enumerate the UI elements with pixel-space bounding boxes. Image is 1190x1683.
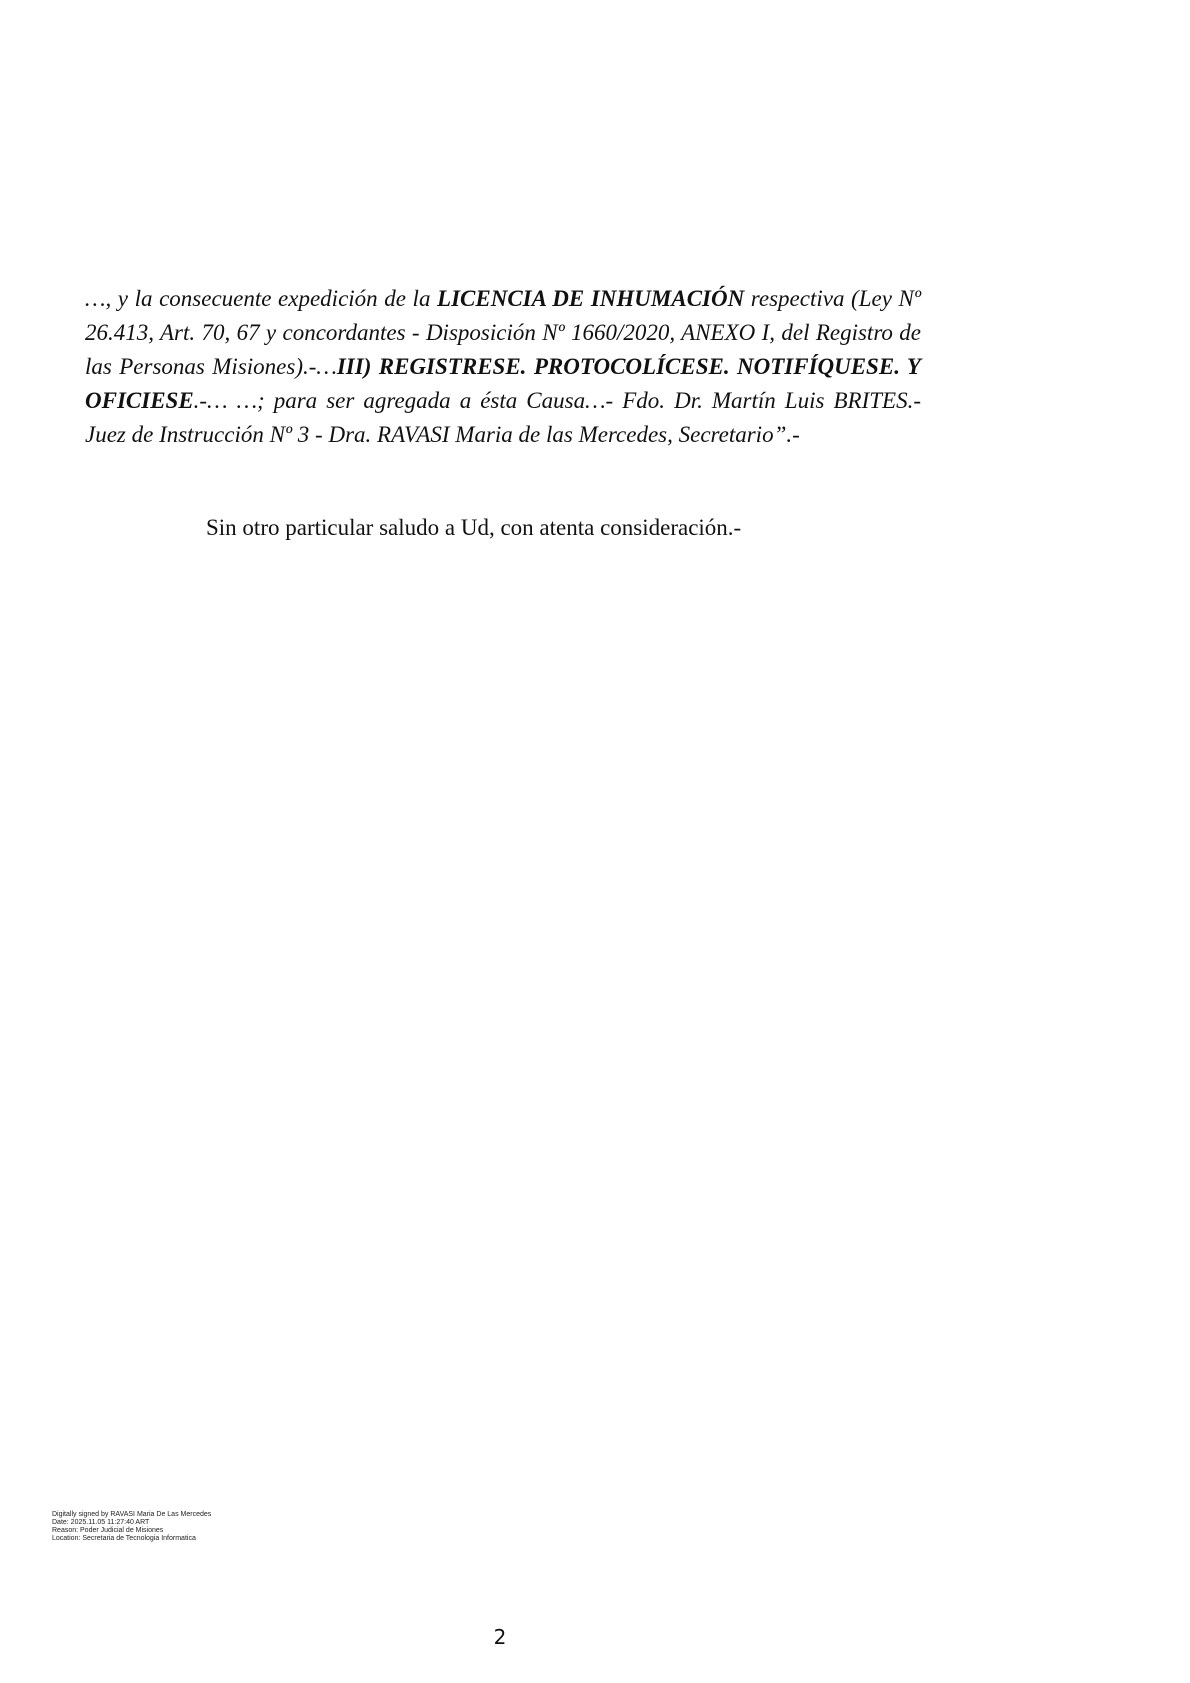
page-number: 2: [493, 1625, 507, 1649]
signature-date: Date: 2025.11.05 11:27:40 ART: [52, 1519, 150, 1526]
body-text-segment: respectiva (Ley Nº 26.413, Art. 70, 67 y concordantes - Disposición Nº 1660/2020, ANEXO I, del Registro de las Personas Misiones).-…: [85, 286, 921, 379]
body-paragraph: [85, 282, 921, 452]
digital-signature-block: [52, 1511, 227, 1543]
signature-location: Location: Secretaria de Tecnologia Informatica: [52, 1535, 196, 1542]
signature-reason: Reason: Poder Judicial de Misiones: [52, 1527, 164, 1534]
closing-line: Sin otro particular saludo a Ud, con atenta consideración.-: [206, 515, 742, 540]
body-text-segment: .-… …; para ser agregada a ésta Causa…- Fdo. Dr. Martín Luis BRITES.- Juez de Instrucción Nº 3 - Dra. RAVASI Maria de las Mercedes, Secretario”.-: [85, 388, 921, 447]
signature-signed-by: Digitally signed by RAVASI Maria De Las Mercedes: [52, 1511, 212, 1518]
body-bold-licencia: LICENCIA DE INHUMACIÓN: [437, 286, 745, 311]
body-bold-resolution: III) REGISTRESE. PROTOCOLÍCESE. NOTIFÍQUESE. Y OFICIESE: [85, 354, 921, 413]
body-text-segment: …, y la consecuente expedición de la: [85, 286, 438, 311]
